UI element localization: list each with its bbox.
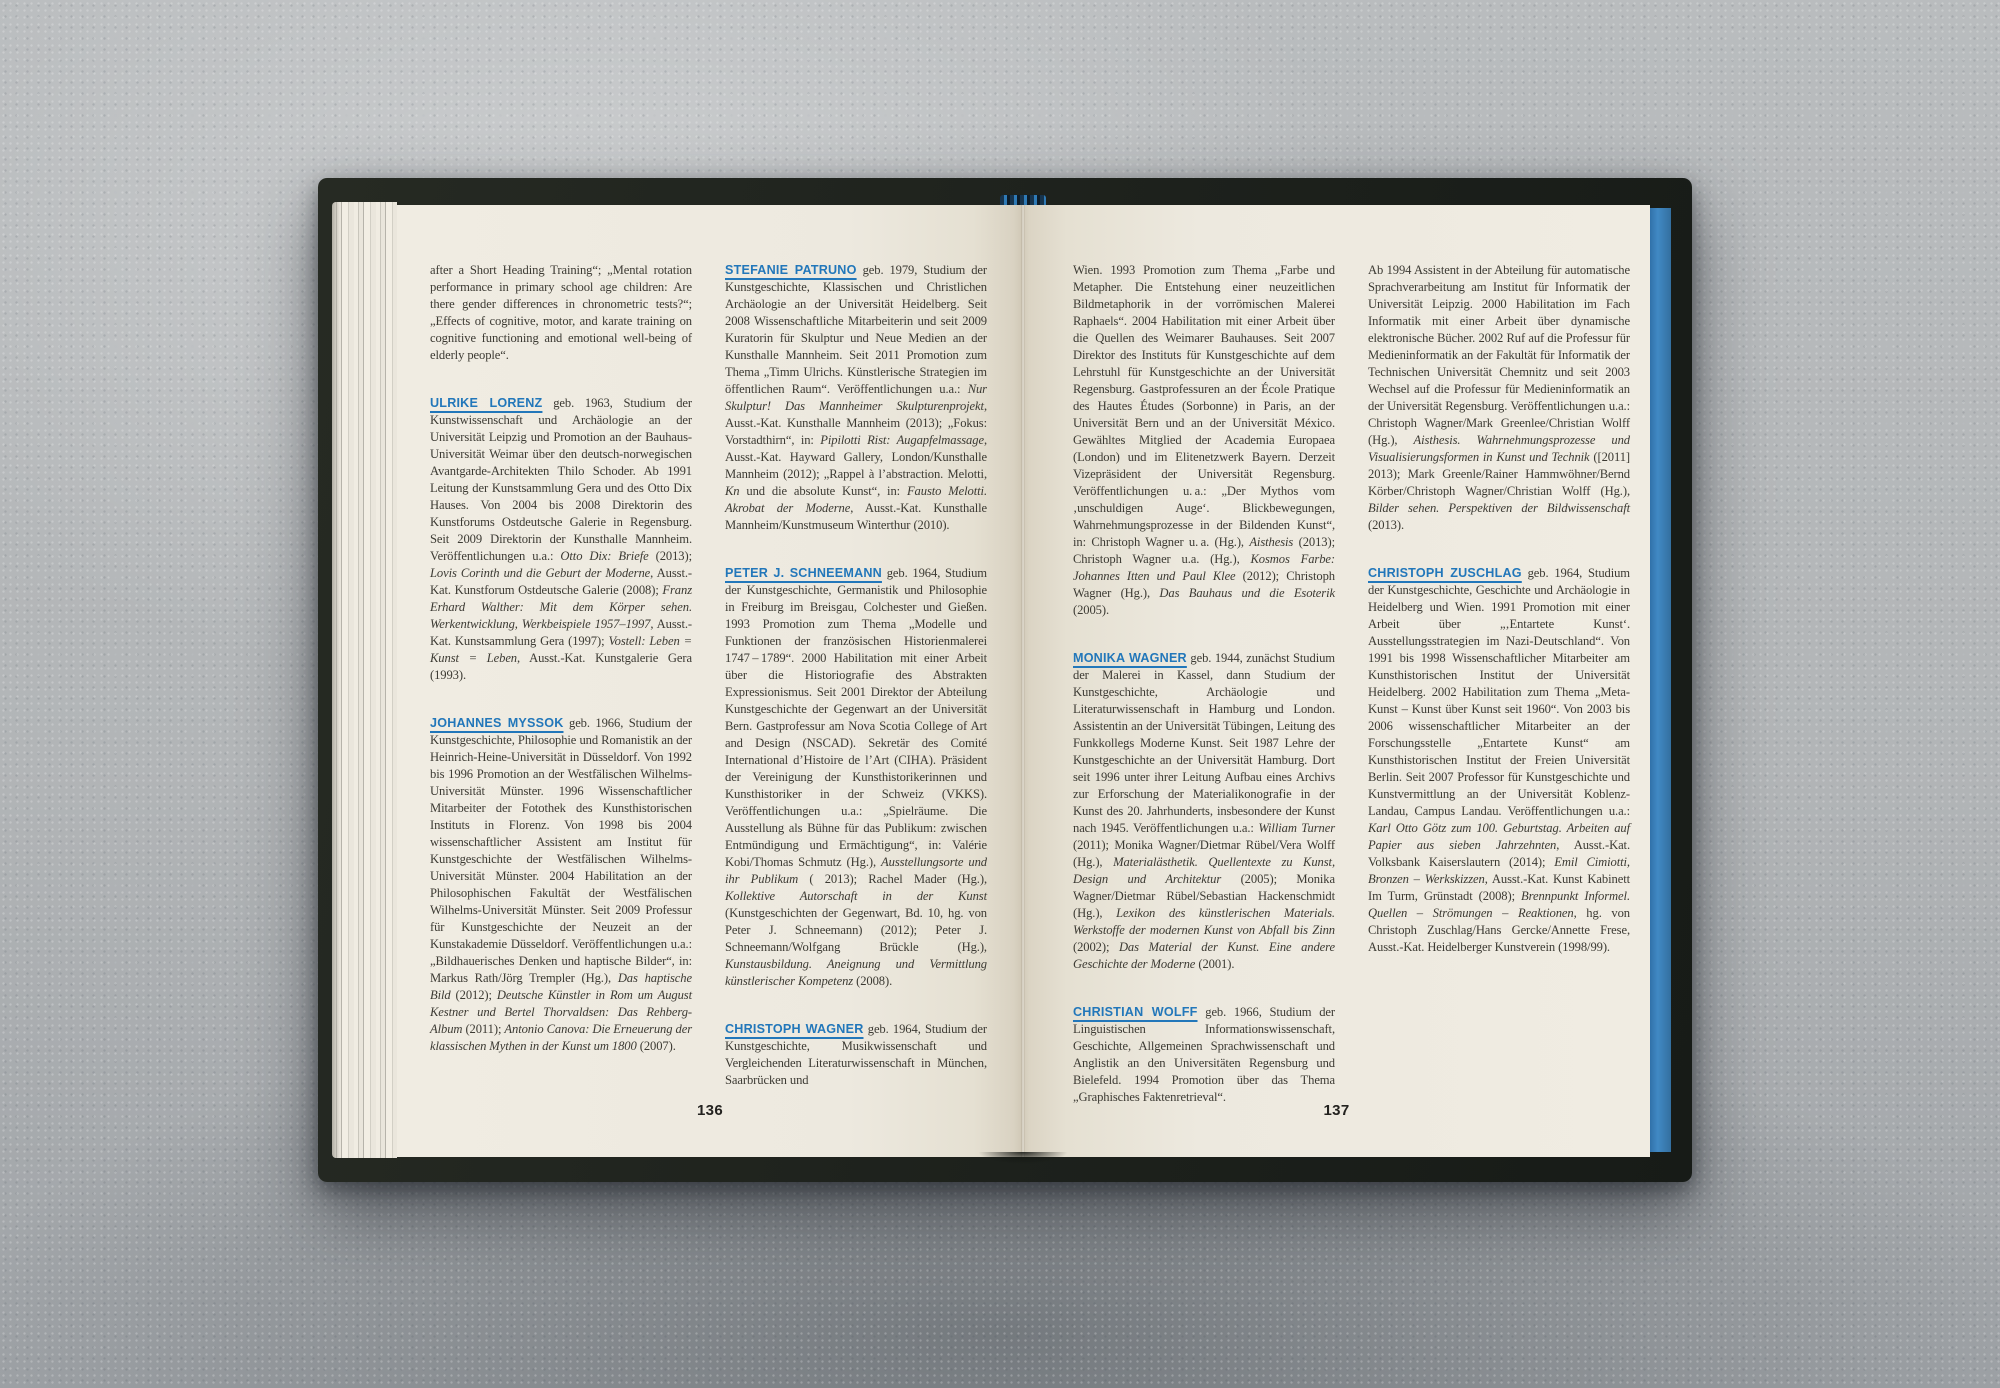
bio-text: , Ausst.-Kat. Kunstsammlung Gera (1997); (430, 617, 692, 648)
person-name: CHRISTIAN WOLFF (1073, 1005, 1198, 1019)
publication-title: Das Material der Kunst. Eine andere Geschichte der Moderne (1073, 940, 1335, 971)
bio-text: after a Short Heading Training“; „Mental rotation performance in primary school age children: Are there gender differences in chronometric tests?“; „Effects of cognitive, motor, and karate training on cognitive functioning and emotional well-being of elderly people“. (430, 263, 692, 362)
bio-text: (2011); (462, 1022, 505, 1036)
person-name: JOHANNES MYSSOK (430, 716, 564, 730)
bio-text: , Ausst.-Kat. Kunsthalle Mannheim/Kunstmuseum Winterthur (2010). (725, 501, 987, 532)
bio-text: geb. 1963, Studium der Kunstwissenschaft und Archäologie an der Universität Leipzig und Promotion an der Bauhaus-Universität Weimar über den deutsch-norwegischen Avantgarde-Architekten Thilo Schoder. Ab 1991 Leitung der Kunstsammlung Gera und des Otto Dix Hauses. Von 2004 bis 2008 Direktorin des Kunstforums Ostdeutsche Galerie in Regensburg. Seit 2009 Direktorin der Kunsthalle Mannheim. Veröffentlichungen u.a.: (430, 396, 692, 563)
bio-text: , Ausst.-Kat. Kunstforum Ostdeutsche Galerie (2008); (430, 566, 692, 597)
gutter-bottom-shadow (978, 1152, 1068, 1164)
page-stack-edges (332, 202, 397, 1158)
publication-title: Lexikon des künstlerischen Materials. Werkstoffe der modernen Kunst von Abfall bis Zinn (1073, 906, 1335, 937)
bio-text: (2012); (450, 988, 497, 1002)
publication-title: Aisthesis. Wahrnehmungsprozesse und Visualisierungsformen in Kunst und Technik (1368, 433, 1630, 464)
bio-entry (430, 395, 692, 684)
left-page-content (397, 205, 1023, 1157)
bio-text: (2013); Christoph Wagner u.a. (Hg.), (1073, 535, 1335, 566)
bio-text: geb. 1964, Studium der Kunstgeschichte, Germanistik und Philosophie in Freiburg im Breisgau, Colchester und Gießen. 1993 Promotion zum Thema „Modelle und Funktionen der französischen Historienmalerei 1747 – 1789“. 2000 Habilitation mit einer Arbeit über die Historiografie des Abstrakten Expressionismus. Seit 2001 Direktor der Abteilung Kunstgeschichte der Gegenwart an der Universität Bern. Gastprofessur am Nova Scotia College of Art and Design (NSCAD). Sekretär des Comité International d’Histoire de l’Art (CIHA). Präsident der Vereinigung der Kunsthistorikerinnen und Kunsthistoriker in der Schweiz (VKKS). Veröffentlichungen u.a.: „Spielräume. Die Ausstellung als Bühne für das Publikum: zwischen Entmündigung und Ermächtigung“, in: Valérie Kobi/Thomas Schmutz (Hg.), (725, 566, 987, 869)
bio-entry (1073, 650, 1335, 973)
left-page (397, 205, 1023, 1157)
text-column (1073, 262, 1335, 1106)
publication-title: Emil Cimiotti, Bronzen – Werkskizzen (1368, 855, 1630, 886)
right-page-content (1023, 205, 1650, 1157)
bio-entry (1073, 1004, 1335, 1106)
publication-title: Das Bauhaus und die Esoterik (1159, 586, 1335, 600)
publication-title: Aisthesis (1249, 535, 1294, 549)
publication-title: Vostell: Leben = Kunst = Leben (430, 634, 692, 665)
person-name: MONIKA WAGNER (1073, 651, 1187, 665)
person-name: PETER J. SCHNEEMANN (725, 566, 882, 580)
bio-text: (Kunstgeschichten der Gegenwart, Bd. 10, hg. von Peter J. Schneemann) (2012); Peter J. Schneemann/Wolfgang Brückle (Hg.), (725, 906, 987, 954)
bio-text: (2013); (648, 549, 692, 563)
bio-entry (725, 262, 987, 534)
bio-text: (2013). (1368, 518, 1405, 532)
publication-title: Brennpunkt Informel. Quellen – Strömungen – Reaktionen (1368, 889, 1630, 920)
publication-title: Kollektive Autorschaft in der Kunst (725, 889, 987, 903)
text-column (430, 262, 692, 1089)
person-name: STEFANIE PATRUNO (725, 263, 857, 277)
page-number-right: 137 (1323, 1102, 1350, 1119)
bio-text: Wien. 1993 Promotion zum Thema „Farbe und Metapher. Die Entstehung einer neuzeitlichen Bildmetaphorik in der vorrömischen Malerei Raphaels“. 2004 Habilitation mit einer Arbeit über die Quellen des Weimarer Bauhauses. Seit 2007 Direktor des Instituts für Kunstgeschichte auf dem Lehrstuhl für Kunstgeschichte an der Universität Regensburg. Gastprofessuren an der École Pratique des Hautes Études (Sorbonne) in Paris, an der Universität Bern und an der Universität México. Gewähltes Mitglied der Academia Europaea (London) und im Elitenetzwerk Bayern. Derzeit Vizepräsident der Universität Regensburg. Veröffentlichungen u. a.: „Der Mythos vom ‚unschuldigen Auge‘. Blickbewegungen, Wahrnehmungsprozesse in der Bildenden Kunst“, in: Christoph Wagner u. a. (Hg.), (1073, 263, 1335, 549)
bio-text: , Ausst.-Kat. Kunst Kabinett Im Turm, Grünstadt (2008); (1368, 872, 1630, 903)
bio-entry (1073, 262, 1335, 619)
gutter-crease (1021, 205, 1025, 1157)
right-page (1023, 205, 1650, 1157)
bio-entry (725, 565, 987, 990)
bio-text: , Ausst.-Kat. Kunstgalerie Gera (1993). (430, 651, 693, 682)
publication-title: Fausto Melotti. Akrobat der Moderne (725, 484, 987, 515)
fore-edge-blue (1649, 208, 1671, 1152)
text-column (725, 262, 987, 1089)
bio-text: (2012); Christoph Wagner (Hg.), (1073, 569, 1335, 600)
bio-text: (2008). (853, 974, 893, 988)
person-name: CHRISTOPH WAGNER (725, 1022, 864, 1036)
text-column (1368, 262, 1630, 1106)
bio-text: geb. 1979, Studium der Kunstgeschichte, Klassischen und Christlichen Archäologie an der Universität Heidelberg. Seit 2008 Wissenschaftliche Mitarbeiterin und seit 2009 Kuratorin für Skulptur und Neue Medien an der Kunsthalle Mannheim. Seit 2011 Promotion zum Thema „Timm Ulrichs. Künstlerische Strategien im öffentlichen Raum“. Veröffentlichungen u.a.: (725, 263, 987, 396)
bio-text: geb. 1966, Studium der Kunstgeschichte, Philosophie und Romanistik an der Heinrich-Heine-Universität in Düsseldorf. Von 1992 bis 1996 Promotion an der Westfälischen Wilhelms-Universität Münster. 1996 Wissenschaftlicher Mitarbeiter der Fotothek des Kunsthistorischen Instituts in Florenz. Von 1998 bis 2004 wissenschaftlicher Assistent am Institut für Kunstgeschichte der Westfälischen Wilhelms-Universität Münster. 2004 Habilitation an der Philosophischen Fakultät der Westfälischen Wilhelms-Universität Münster. Seit 2009 Professur für Kunstgeschichte der Neuzeit an der Kunstakademie Düsseldorf. Veröffentlichungen u.a.: „Bildhauerisches Denken und haptische Bilder“, in: Markus Rath/Jörg Trempler (Hg.), (430, 716, 692, 985)
bio-text: ([2011] 2013); Mark Greenle/Rainer Hammwöhner/Bernd Körber/Christoph Wagner/Christian Wolff (Hg.), (1368, 450, 1630, 498)
bio-text: (2005). (1073, 603, 1110, 617)
publication-title: Kosmos Farbe: Johannes Itten und Paul Klee (1073, 552, 1335, 583)
publication-title: Materialästhetik. Quellentexte zu Kunst, Design und Architektur (1073, 855, 1335, 886)
right-page-columns (1073, 262, 1631, 1106)
publication-title: Antonio Canova: Die Erneuerung der klassischen Mythen in der Kunst um 1800 (430, 1022, 692, 1053)
bio-text: Ab 1994 Assistent in der Abteilung für automatische Sprachverarbeitung am Institut für Informatik der Universität Leipzig. 2000 Habilitation im Fach Informatik mit einer Arbeit über dynamische elektronische Bücher. 2002 Ruf auf die Professur für Medieninformatik an der Fakultät für Informatik der Technischen Universität Chemnitz und seit 2003 Wechsel auf die Professur für Medieninformatik an der Universität Regensburg. Veröffentlichungen u.a.: Christoph Wagner/Mark Greenlee/Christian Wolff (Hg.), (1368, 263, 1630, 447)
publication-title: William Turner (1258, 821, 1335, 835)
publication-title: Otto Dix: Briefe (560, 549, 649, 563)
left-page-columns (430, 262, 986, 1089)
bio-text: , Ausst.-Kat. Hayward Gallery, London/Kunsthalle Mannheim (2012); „Rappel à l’abstraction. Melotti, (725, 433, 987, 481)
bio-text: ( 2013); Rachel Mader (Hg.), (798, 872, 987, 886)
bio-text: , Ausst.-Kat. Kunsthalle Mannheim (2013); „Fokus: Vorstadthirn“, in: (725, 399, 987, 447)
bio-text: (2005); Monika Wagner/Dietmar Rübel/Sebastian Hackenschmidt (Hg.), (1073, 872, 1335, 920)
publication-title: Nur Skulptur! Das Mannheimer Skulpturenprojekt (725, 382, 987, 413)
bio-text: , hg. von Christoph Zuschlag/Hans Gercke/Annette Frese, Ausst.-Kat. Heidelberger Kunstverein (1998/99). (1368, 906, 1630, 954)
publication-title: Deutsche Künstler in Rom um August Kestner und Bertel Thorvaldsen: Das Rehberg-Album (430, 988, 692, 1036)
bio-text: (2001). (1195, 957, 1235, 971)
bio-text: , Ausst.-Kat. Volksbank Kaiserslautern (2014); (1368, 838, 1631, 869)
publication-title: Das haptische Bild (430, 971, 692, 1002)
bio-entry (1368, 262, 1630, 534)
publication-title: Ausstellungsorte und ihr Publikum (725, 855, 988, 886)
bio-text: geb. 1964, Studium der Kunstgeschichte, Musikwissenschaft und Vergleichenden Literaturwissenschaft in München, Saarbrücken und (725, 1022, 987, 1087)
publication-title: Karl Otto Götz zum 100. Geburtstag. Arbeiten auf Papier aus sieben Jahrzehnten (1368, 821, 1630, 852)
bio-entry (725, 1021, 987, 1089)
bio-text: geb. 1964, Studium der Kunstgeschichte, Geschichte und Archäologie in Heidelberg und Wien. 1991 Promotion mit einer Arbeit über „‚Entartete Kunst‘. Ausstellungsstrategien im Nazi-Deutschland“. Von 1991 bis 1998 Wissenschaftlicher Mitarbeiter am Kunsthistorischen Institut der Universität Heidelberg. 2002 Habilitation zum Thema „Meta-Kunst – Kunst über Kunst seit 1960“. Von 2003 bis 2006 wissenschaftlicher Mitarbeiter an der Forschungsstelle „Entartete Kunst“ am Kunsthistorischen Institut der Freien Universität Berlin. Seit 2007 Professor für Kunstgeschichte und Kunstvermittlung an der Universität Koblenz-Landau, Campus Landau. Veröffentlichungen u.a.: (1368, 566, 1631, 818)
person-name: ULRIKE LORENZ (430, 396, 543, 410)
book (318, 178, 1692, 1182)
bio-text: und die absolute Kunst“, in: (739, 484, 907, 498)
bio-text: (2007). (636, 1039, 676, 1053)
bio-text: geb. 1944, zunächst Studium der Malerei in Kassel, dann Studium der Kunstgeschichte, Archäologie und Literaturwissenschaft in Hamburg und London. Assistentin an der Universität Tübingen, Leitung des Funkkollegs Moderne Kunst. Seit 1987 Lehre der Kunstgeschichte an der Universität Hamburg. Dort seit 1996 unter ihrer Leitung Aufbau eines Archivs zur Erforschung der Materialikonografie in der Kunst des 20. Jahrhunderts, insbesondere der Kunst nach 1945. Veröffentlichungen u.a.: (1073, 651, 1335, 835)
person-name: CHRISTOPH ZUSCHLAG (1368, 566, 1522, 580)
publication-title: Kn (725, 484, 740, 498)
publication-title: Pipilotti Rist: Augapfelmassage (820, 433, 984, 447)
bio-text: (2002); (1073, 940, 1119, 954)
publication-title: Franz Erhard Walther: Mit dem Körper sehen. Werkentwicklung, Werkbeispiele 1957–1997 (430, 583, 692, 631)
bio-text: geb. 1966, Studium der Linguistischen Informationswissenschaft, Geschichte, Allgemeinen Sprachwissenschaft und Anglistik an den Universitäten Regensburg und Bielefeld. 1994 Promotion über das Thema „Graphisches Faktenretrieval“. (1073, 1005, 1335, 1104)
bio-entry (430, 715, 692, 1055)
bio-text: (2011); Monika Wagner/Dietmar Rübel/Vera Wolff (Hg.), (1073, 838, 1335, 869)
page-number-left: 136 (697, 1102, 723, 1119)
publication-title: Bilder sehen. Perspektiven der Bildwissenschaft (1368, 501, 1630, 515)
bio-entry (1368, 565, 1630, 956)
bio-entry (430, 262, 692, 364)
publication-title: Lovis Corinth und die Geburt der Moderne (430, 566, 651, 580)
publication-title: Kunstausbildung. Aneignung und Vermittlung künstlerischer Kompetenz (725, 957, 987, 988)
